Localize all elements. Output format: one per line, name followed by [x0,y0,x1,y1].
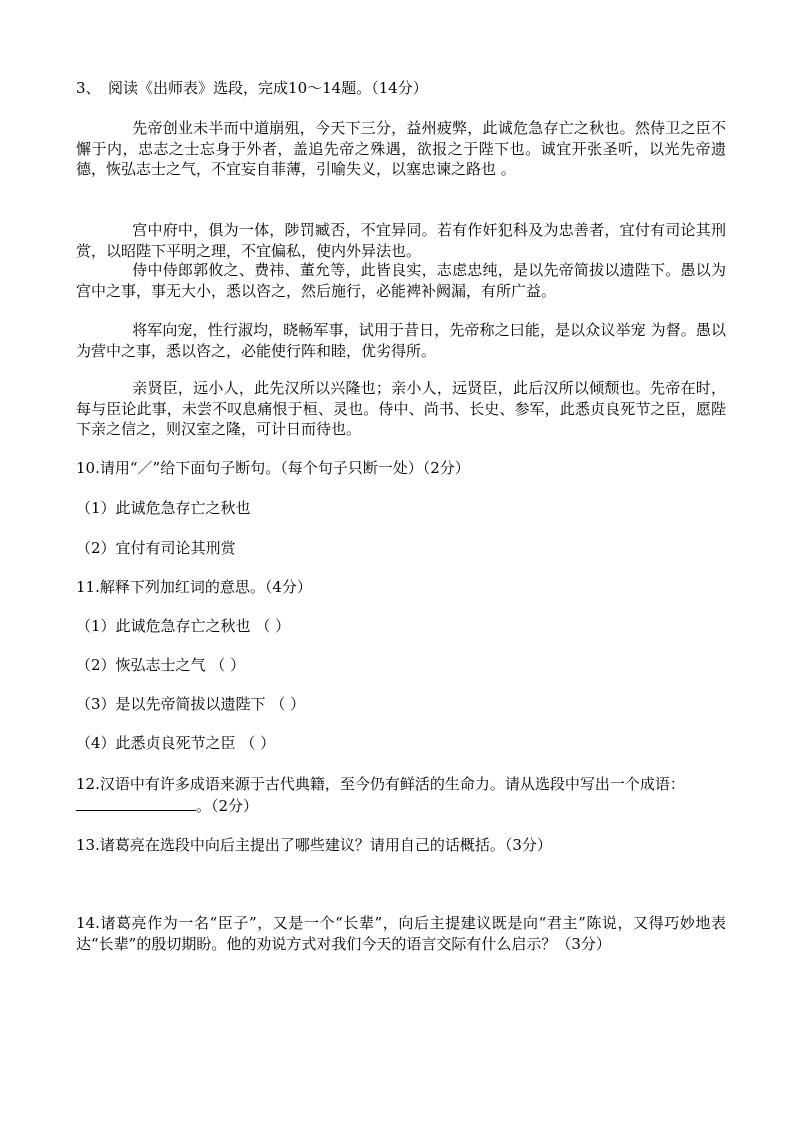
question-11-item-3: （3）是以先帝简拔以遗陛下 （ ） [76,695,306,713]
passage-paragraph-3 [76,260,726,301]
passage-text-2: 宫中府中，俱为一体，陟罚臧否，不宜异同。若有作奸犯科及为忠善者，宜付有司论其刑赏，以昭陛下平明之理，不宜偏私，使内外异法也。 [76,221,726,260]
section-heading: 3、 阅读《出师表》选段，完成10～14题。（14分） [76,79,428,97]
passage-paragraph-5 [76,378,726,440]
question-12-answer-line [76,796,258,816]
passage-text-1: 先帝创业未半而中道崩殂，今天下三分，益州疲弊，此诚危急存亡之秋也。然侍卫之臣不懈于内，忠志之士忘身于外者，盖追先帝之殊遇，欲报之于陛下也。诚宜开张圣听，以光先帝遗德，恢弘志士之气，不宜妄自菲薄，引喻失义，以塞忠谏之路也 。 [76,119,726,178]
question-11-item-1: （1）此诚危急存亡之秋也 （ ） [76,617,291,635]
question-14-text: 14.诸葛亮作为一名“臣子”，又是一个“长辈”，向后主提建议既是向“君主”陈说，又得巧妙地表达“长辈”的殷切期盼。他的劝说方式对我们今天的语言交际有什么启示？（3分） [76,914,726,953]
question-12: 12.汉语中有许多成语来源于古代典籍，至今仍有鲜活的生命力。请从选段中写出一个成语： [76,775,685,793]
question-11-item-2: （2）恢弘志士之气 （ ） [76,656,246,674]
question-10: 10.请用“／”给下面句子断句。（每个句子只断一处）（2分） [76,459,470,477]
passage-paragraph-2 [76,220,726,261]
passage-text-5: 亲贤臣，远小人，此先汉所以兴隆也；亲小人，远贤臣，此后汉所以倾颓也。先帝在时，每与臣论此事，未尝不叹息痛恨于桓、灵也。侍中、尚书、长史、参军，此悉贞良死节之臣，愿陛下亲之信之，则汉室之隆，可计日而待也。 [76,379,726,438]
passage-text-3: 侍中侍郎郭攸之、费祎、董允等，此皆良实，志虑忠纯，是以先帝简拔以遗陛下。愚以为宫中之事，事无大小，悉以咨之，然后施行，必能裨补阙漏，有所广益。 [76,261,726,300]
question-14 [76,913,726,954]
question-13: 13.诸葛亮在选段中向后主提出了哪些建议？请用自己的话概括。（3分） [76,836,552,854]
question-10-item-2: （2）宜付有司论其刑赏 [76,539,236,557]
question-11: 11.解释下列加红词的意思。（4分） [76,578,312,596]
question-11-item-4: （4）此悉贞良死节之臣 （ ） [76,734,276,752]
passage-paragraph-4 [76,320,726,361]
passage-text-4: 将军向宠，性行淑均，晓畅军事，试用于昔日，先帝称之曰能，是以众议举宠 为督。愚以为营中之事，悉以咨之，必能使行阵和睦，优劣得所。 [76,321,726,360]
passage-paragraph-1 [76,118,726,180]
question-10-item-1: （1）此诚危急存亡之秋也 [76,499,251,517]
answer-blank[interactable] [76,796,196,811]
question-12-tail: 。（2分） [196,797,259,815]
